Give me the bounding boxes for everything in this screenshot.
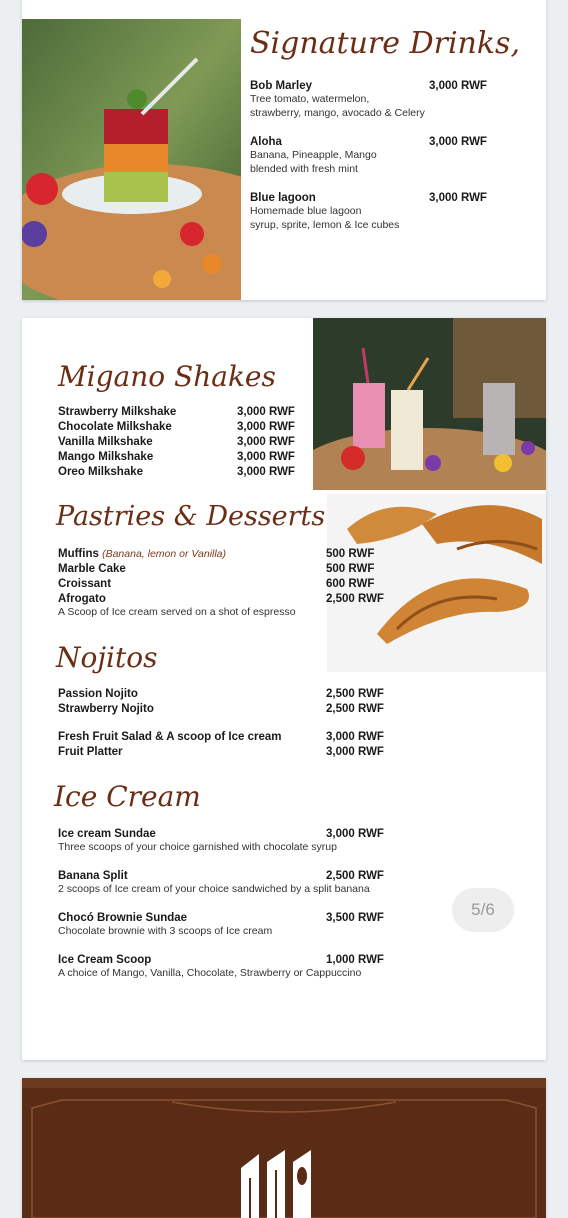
item-desc: A choice of Mango, Vanilla, Chocolate, Strawberry or Cappuccino bbox=[58, 967, 362, 979]
menu-page-desserts bbox=[22, 318, 546, 1060]
item-desc-line2: syrup, sprite, lemon & Ice cubes bbox=[250, 219, 400, 231]
menu-item-marble-cake bbox=[58, 563, 375, 575]
item-name: Muffins bbox=[58, 548, 99, 560]
item-price: 3,000 RWF bbox=[237, 466, 295, 478]
item-price: 2,500 RWF bbox=[326, 593, 384, 605]
item-name: Strawberry Nojito bbox=[58, 703, 154, 715]
item-name: Chocolate Milkshake bbox=[58, 421, 172, 433]
menu-item-croissant bbox=[58, 578, 375, 590]
item-price: 3,000 RWF bbox=[237, 436, 295, 448]
menu-item-shake bbox=[58, 451, 295, 463]
item-price: 500 RWF bbox=[326, 548, 375, 560]
item-name: Banana Split bbox=[58, 870, 128, 882]
menu-item-fruit-salad bbox=[58, 731, 384, 743]
menu-item-choco-brownie-sundae bbox=[58, 912, 384, 938]
menu-item-ice-cream-sundae bbox=[58, 828, 384, 854]
item-desc-line2: strawberry, mango, avocado & Celery bbox=[250, 107, 425, 119]
item-name: Vanilla Milkshake bbox=[58, 436, 153, 448]
item-name: Fresh Fruit Salad & A scoop of Ice cream bbox=[58, 731, 282, 743]
cutlery-icon bbox=[237, 1148, 327, 1218]
item-name: Marble Cake bbox=[58, 563, 126, 575]
menu-item-banana-split bbox=[58, 870, 384, 896]
item-desc: Chocolate brownie with 3 scoops of Ice cream bbox=[58, 925, 273, 937]
item-name: Oreo Milkshake bbox=[58, 466, 144, 478]
item-price: 2,500 RWF bbox=[326, 688, 384, 700]
item-desc-line2: blended with fresh mint bbox=[250, 163, 358, 175]
menu-item-strawberry-nojito bbox=[58, 703, 384, 715]
item-price: 3,000 RWF bbox=[237, 451, 295, 463]
menu-item-passion-nojito bbox=[58, 688, 384, 700]
item-desc-line1: Banana, Pineapple, Mango bbox=[250, 149, 377, 161]
cut-off-text bbox=[58, 0, 324, 1]
pastries-desserts-title: Pastries & Desserts bbox=[56, 501, 326, 532]
item-price: 2,500 RWF bbox=[326, 703, 384, 715]
item-name: Croissant bbox=[58, 578, 112, 590]
item-price: 2,500 RWF bbox=[326, 870, 384, 882]
milkshakes-photo bbox=[313, 318, 546, 490]
menu-item-afrogato bbox=[58, 593, 384, 619]
item-price: 3,000 RWF bbox=[326, 828, 384, 840]
item-price: 3,500 RWF bbox=[326, 912, 384, 924]
item-price: 1,000 RWF bbox=[326, 954, 384, 966]
item-note: (Banana, lemon or Vanilla) bbox=[102, 548, 227, 560]
menu-page-cover bbox=[22, 1078, 546, 1218]
item-name: Blue lagoon bbox=[250, 192, 316, 204]
item-price: 500 RWF bbox=[326, 563, 375, 575]
item-name: Strawberry Milkshake bbox=[58, 406, 177, 418]
nojitos-title: Nojitos bbox=[56, 641, 158, 674]
item-price: 3,000 RWF bbox=[237, 421, 295, 433]
item-price: 3,000 RWF bbox=[429, 136, 487, 148]
menu-item-fruit-platter bbox=[58, 746, 384, 758]
signature-drink-photo bbox=[22, 19, 241, 300]
menu-item-bob-marley bbox=[250, 80, 487, 120]
item-name: Fruit Platter bbox=[58, 746, 123, 758]
menu-item-shake bbox=[58, 436, 295, 448]
item-name: Passion Nojito bbox=[58, 688, 138, 700]
item-desc: 2 scoops of Ice cream of your choice sandwiched by a split banana bbox=[58, 883, 370, 895]
menu-item-ice-cream-scoop bbox=[58, 954, 384, 980]
item-name: Bob Marley bbox=[250, 80, 312, 92]
item-price: 3,000 RWF bbox=[237, 406, 295, 418]
menu-item-aloha bbox=[250, 136, 487, 176]
item-price: 3,000 RWF bbox=[429, 192, 487, 204]
migano-shakes-title: Migano Shakes bbox=[58, 360, 276, 393]
menu-item-muffins bbox=[58, 548, 375, 560]
item-name: Ice cream Sundae bbox=[58, 828, 156, 840]
item-desc: Three scoops of your choice garnished with chocolate syrup bbox=[58, 841, 337, 853]
item-desc-line1: Tree tomato, watermelon, bbox=[250, 93, 370, 105]
menu-item-shake bbox=[58, 406, 295, 418]
signature-drinks-title: Signature Drinks, bbox=[250, 26, 520, 61]
menu-page-signature-drinks bbox=[22, 0, 546, 300]
ice-cream-title: Ice Cream bbox=[54, 780, 201, 813]
item-name: Ice Cream Scoop bbox=[58, 954, 152, 966]
menu-item-shake bbox=[58, 466, 295, 478]
item-name: Chocó Brownie Sundae bbox=[58, 912, 188, 924]
item-price: 3,000 RWF bbox=[429, 80, 487, 92]
item-desc-line1: Homemade blue lagoon bbox=[250, 205, 362, 217]
item-price: 3,000 RWF bbox=[326, 746, 384, 758]
item-price: 3,000 RWF bbox=[326, 731, 384, 743]
item-name: Aloha bbox=[250, 136, 282, 148]
menu-item-blue-lagoon bbox=[250, 192, 487, 232]
item-name: Afrogato bbox=[58, 593, 106, 605]
item-desc: A Scoop of Ice cream served on a shot of espresso bbox=[58, 606, 296, 618]
item-name: Mango Milkshake bbox=[58, 451, 154, 463]
page-indicator[interactable]: 5/6 bbox=[452, 888, 514, 932]
menu-item-shake bbox=[58, 421, 295, 433]
item-price: 600 RWF bbox=[326, 578, 375, 590]
